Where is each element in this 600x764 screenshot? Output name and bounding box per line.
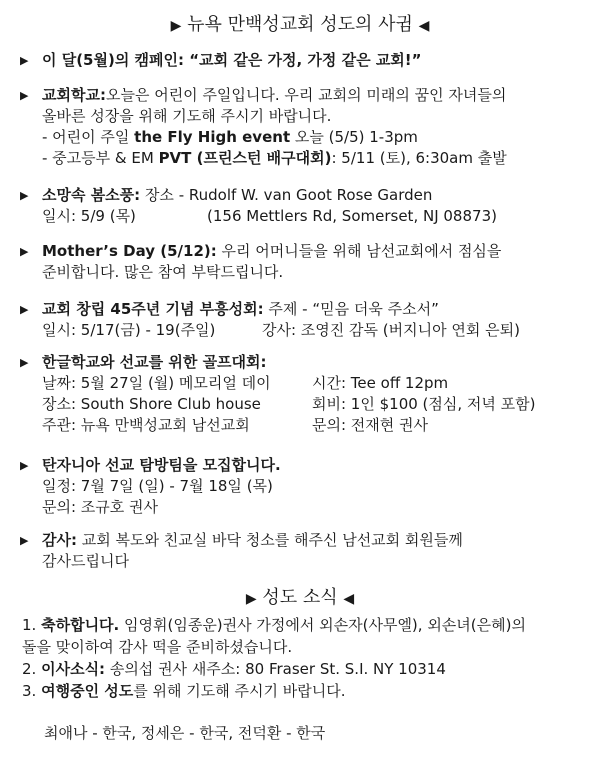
news-1-number: 1. xyxy=(22,616,42,634)
right-triangle-icon: ▶ xyxy=(245,591,257,607)
golf-date: 날짜: 5월 27일 (월) 메모리얼 데이 xyxy=(42,374,271,392)
tanzania-contact: 문의: 조규호 권사 xyxy=(42,498,159,516)
bullet-icon: ▶ xyxy=(20,459,29,472)
page-header xyxy=(0,10,600,36)
school-line2: 올바른 성장을 위해 기도해 주시기 바랍니다. xyxy=(42,107,332,125)
picnic-line1: 장소 - Rudolf W. van Goot Rose Garden xyxy=(140,186,433,204)
tanzania-schedule: 일정: 7월 7일 (일) - 7월 18일 (목) xyxy=(42,477,273,495)
revival-date: 일시: 5/17(금) - 19(주일) xyxy=(42,321,216,339)
thanks-item xyxy=(20,530,586,572)
news-1-line2: 돌을 맞이하여 감사 떡을 준비하셨습니다. xyxy=(22,638,293,656)
golf-place: 장소: South Shore Club house xyxy=(42,395,261,413)
bullet-icon: ▶ xyxy=(20,303,29,316)
picnic-address: (156 Mettlers Rd, Somerset, NJ 08873) xyxy=(207,207,497,225)
golf-contact: 문의: 전재현 권사 xyxy=(312,416,429,434)
picnic-item xyxy=(20,185,586,227)
news-title: 성도 소식 xyxy=(262,587,338,608)
golf-time: 시간: Tee off 12pm xyxy=(312,374,449,392)
school-sub2-post: : 5/11 (토), 6:30am 출발 xyxy=(331,149,507,167)
mothers-day-item xyxy=(20,241,586,283)
page-title: 뉴욕 만백성교회 성도의 사귐 xyxy=(187,14,413,35)
news-3-text: 를 위해 기도해 주시기 바랍니다. xyxy=(133,682,346,700)
news-1-line1: 임영휘(임종운)권사 가정에서 외손자(사무엘), 외손녀(은혜)의 xyxy=(119,616,526,634)
school-sub1-bold: the Fly High event xyxy=(134,128,291,146)
bullet-icon: ▶ xyxy=(20,89,29,102)
bullet-icon: ▶ xyxy=(20,356,29,369)
mothers-day-label: Mother’s Day (5/12): xyxy=(42,242,217,260)
revival-speaker: 강사: 조영진 감독 (버지니아 연회 은퇴) xyxy=(262,321,520,339)
revival-label: 교회 창립 45주년 기념 부흥성회: xyxy=(42,300,264,318)
bullet-icon: ▶ xyxy=(20,189,29,202)
revival-item xyxy=(20,299,586,341)
left-triangle-icon: ◀ xyxy=(343,591,355,607)
news-list xyxy=(22,614,586,702)
bullet-icon: ▶ xyxy=(20,54,29,67)
news-1-label: 축하합니다. xyxy=(41,616,120,634)
golf-fee: 회비: 1인 $100 (점심, 저녁 포함) xyxy=(312,395,536,413)
golf-item xyxy=(20,352,586,436)
news-3-label: 여행중인 성도 xyxy=(41,682,134,700)
picnic-label: 소망속 봄소풍: xyxy=(42,186,141,204)
news-3-number: 3. xyxy=(22,682,42,700)
school-sub2-pre: - 중고등부 & EM xyxy=(42,149,159,167)
school-sub2-bold: PVT (프린스턴 배구대회) xyxy=(158,149,332,167)
campaign-label: 이 달(5월)의 캠페인: xyxy=(42,51,185,69)
mothers-day-line1: 우리 어머니들을 위해 남선교회에서 점심을 xyxy=(216,242,502,260)
picnic-date: 일시: 5/9 (목) xyxy=(42,207,136,225)
bullet-icon: ▶ xyxy=(20,534,29,547)
mothers-day-line2: 준비합니다. 많은 참여 부탁드립니다. xyxy=(42,263,284,281)
bullet-icon: ▶ xyxy=(20,245,29,258)
school-label: 교회학교: xyxy=(42,86,106,104)
golf-label: 한글학교와 선교를 위한 골프대회: xyxy=(42,353,267,371)
school-sub1-pre: - 어린이 주일 xyxy=(42,128,135,146)
news-2-text: 송의섭 권사 새주소: 80 Fraser St. S.I. NY 10314 xyxy=(105,660,446,678)
news-header xyxy=(0,583,600,609)
thanks-line1: 교회 복도와 친교실 바닥 청소를 해주신 남선교회 회원들께 xyxy=(76,531,463,549)
campaign-text: “교회 같은 가정, 가정 같은 교회!” xyxy=(184,51,422,69)
right-triangle-icon: ▶ xyxy=(170,18,182,34)
left-triangle-icon: ◀ xyxy=(418,18,430,34)
school-sub1-post: 오늘 (5/5) 1-3pm xyxy=(290,128,418,146)
revival-line1: 주제 - “믿음 더욱 주소서” xyxy=(263,300,439,318)
school-line1: 오늘은 어린이 주일입니다. 우리 교회의 미래의 꿈인 자녀들의 xyxy=(105,86,507,104)
news-2-number: 2. xyxy=(22,660,42,678)
thanks-line2: 감사드립니다 xyxy=(42,552,129,570)
travelers-list: 최애나 - 한국, 정세은 - 한국, 전덕환 - 한국 xyxy=(44,724,326,742)
tanzania-item xyxy=(20,455,586,518)
campaign-item xyxy=(20,50,586,71)
news-2-label: 이사소식: xyxy=(41,660,106,678)
thanks-label: 감사: xyxy=(42,531,77,549)
tanzania-label: 탄자니아 선교 탐방팀을 모집합니다. xyxy=(42,456,281,474)
church-school-item xyxy=(20,85,586,169)
golf-host: 주관: 뉴욕 만백성교회 남선교회 xyxy=(42,416,250,434)
